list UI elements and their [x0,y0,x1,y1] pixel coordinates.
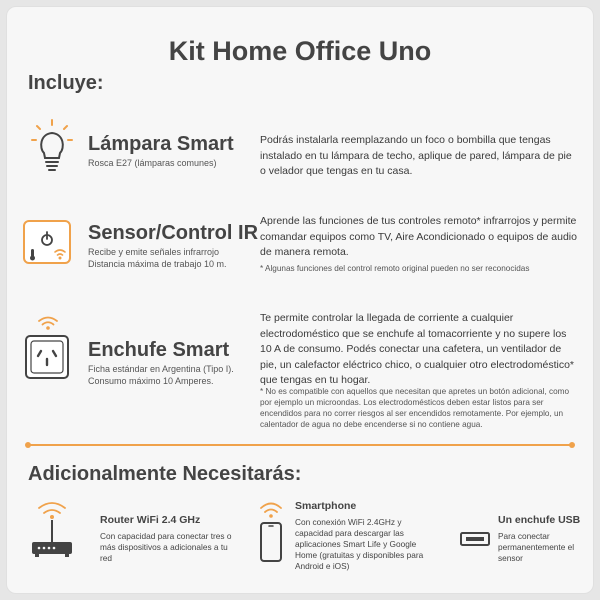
lightbulb-icon [30,118,74,172]
product-sub-lamp: Rosca E27 (lámparas comunes) [88,158,217,168]
need-name-router: Router WiFi 2.4 GHz [100,514,201,526]
product-sub-ir-sensor-1: Recibe y emite señales infrarrojo [88,247,220,257]
product-name-smart-plug: Enchufe Smart [88,339,230,361]
smart-plug-icon [24,334,70,380]
need-name-smartphone: Smartphone [295,500,357,512]
includes-heading: Incluye: [28,72,104,94]
product-sub-smart-plug-2: Consumo máximo 10 Amperes. [88,376,214,386]
need-desc-smartphone: Con conexión WiFi 2.4GHz y capacidad para descargar las aplicaciones Smart Life y Google Home (gratuitas y disponibles para Android e iOS) [295,517,424,571]
page-title: Kit Home Office Uno [168,36,432,66]
product-desc-smart-plug: Te permite controlar la llegada de corriente a cualquier electrodoméstico que se enchufe al tomacorriente y no supere los 10 A de consumo. Podés conectar una cafetera, un ventilador de pie, un calefactor eléctrico chico, o cualquier otro electrodoméstico* que tengas en tu hogar. [260,312,574,386]
need-desc-usb: Para conectar permanentemente el sensor [498,531,575,563]
need-desc-router: Con capacidad para conectar tres o más dispositivos a adicionales a tu red [100,531,232,563]
product-name-ir-sensor: Sensor/Control IR [88,222,259,244]
additional-heading: Adicionalmente Necesitarás: [28,463,302,485]
smartphone-icon [258,500,284,564]
usb-port-icon [460,531,490,547]
product-sub-smart-plug-1: Ficha estándar en Argentina (Tipo I). [88,364,234,374]
router-icon [30,500,74,558]
product-note-ir-sensor: * Algunas funciones del control remoto original pueden no ser reconocidas [260,264,530,273]
need-name-usb: Un enchufe USB [498,514,581,526]
wifi-icon [37,315,59,331]
product-note-smart-plug: * No es compatible con aquellos que necesitan que apretes un botón adicional, como por ejemplo un microondas. Los electrodomésticos deben estar listos para ser encendidos para no correr riesgos al ser encendidos remotamente. Por ejemplo, un calentador de agua no debe encenderse si no contiene agua. [260,387,570,429]
section-divider [28,444,572,446]
product-name-lamp: Lámpara Smart [88,133,234,155]
product-desc-ir-sensor: Aprende las funciones de tus controles remoto* infrarrojos y permite comandar equipos como TV, Aire Acondicionado o equipos de audio de manera remota. [260,215,577,258]
product-sub-ir-sensor-2: Distancia máxima de trabajo 10 m. [88,259,227,269]
ir-sensor-icon [22,219,74,265]
product-desc-lamp: Podrás instalarla reemplazando un foco o bombilla que tengas instalado en tu lámpara de techo, aplique de pared, lámpara de pie o velador que tengas en tu casa. [260,134,572,177]
